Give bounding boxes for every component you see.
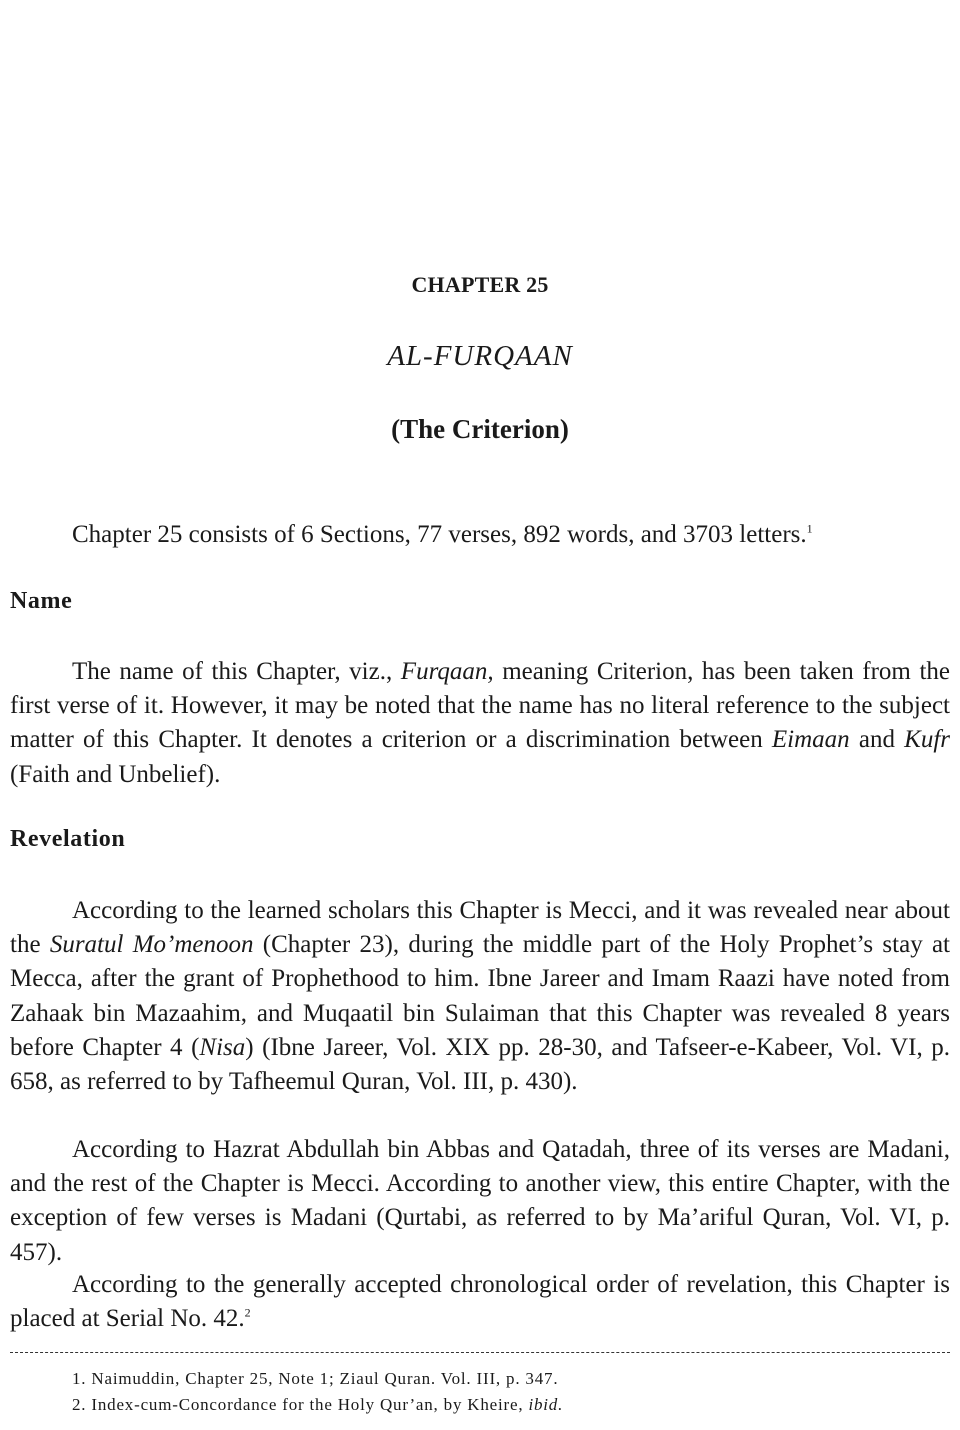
italic-term: Eimaan	[771, 726, 850, 754]
chapter-number: CHAPTER 25	[411, 272, 549, 297]
revelation-paragraph-3	[10, 1268, 950, 1336]
intro-paragraph	[10, 518, 950, 552]
text-run: and	[849, 726, 905, 754]
footnote-ref-1: 1	[806, 521, 813, 536]
footnote-divider	[10, 1352, 950, 1353]
text-run: (Chapter 23), during the middle part of the Holy Prophet’s stay at Mecca, after the grant of Prophethood to him. Ibne Jareer and Imam Raazi have noted from Zahaak bin Mazaahim, and Muqaatil bin Sulaiman that this Chapter was revealed 8 years before Chapter 4 (	[10, 931, 951, 1061]
italic-term: Furqaan,	[400, 658, 494, 685]
text-run: 2. Index-cum-Concordance for the Holy Qur’an, by Kheire,	[72, 1395, 529, 1414]
text-run: The name of this Chapter, viz.,	[72, 658, 401, 685]
section-heading-name: Name	[10, 588, 73, 614]
chapter-subtitle: (The Criterion)	[391, 414, 569, 444]
italic-term: Suratul Mo’menoon	[49, 931, 254, 959]
revelation-paragraph-1	[10, 894, 950, 1099]
text-run: According to the learned scholars this Chapter is Mecci, and it was revealed near about the	[10, 897, 950, 959]
intro-text: Chapter 25 consists of 6 Sections, 77 verses, 892 words, and 3703 letters.	[72, 521, 807, 548]
text-run: meaning Criterion, has been taken from the first verse of it. However, it may be noted that the name has no literal reference to the subject matter of this Chapter. It denotes a criterion or a discrimination between	[10, 658, 950, 754]
text-run: ) (Ibne Jareer, Vol. XIX pp. 28-30, and Tafseer-e-Kabeer, Vol. VI, p. 658, as referred to by Tafheemul Quran, Vol. III, p. 430).	[10, 1033, 951, 1096]
italic-term: ibid.	[528, 1395, 564, 1414]
footnote-2	[72, 1392, 942, 1418]
name-paragraph	[10, 655, 950, 792]
revelation-paragraph-2: According to Hazrat Abdullah bin Abbas and Qatadah, three of its verses are Madani, and the rest of the Chapter is Mecci. According to another view, this entire Chapter, with the exception of few verses is Madani (Qurtabi, as referred to by Ma’ariful Quran, Vol. VI, p. 457).	[10, 1136, 950, 1266]
footnotes	[72, 1366, 942, 1418]
footnote-1: 1. Naimuddin, Chapter 25, Note 1; Ziaul Quran. Vol. III, p. 347.	[72, 1369, 559, 1388]
italic-term: Nisa	[199, 1033, 246, 1061]
chapter-title: AL-FURQAAN	[387, 340, 573, 372]
italic-term: Kufr	[904, 726, 950, 754]
section-heading-revelation: Revelation	[10, 826, 126, 852]
footnote-ref-2: 2	[244, 1305, 251, 1320]
text-run: (Faith and Unbelief).	[10, 760, 221, 788]
text-run: According to the generally accepted chronological order of revelation, this Chapter is placed at Serial No. 42.	[10, 1271, 950, 1333]
